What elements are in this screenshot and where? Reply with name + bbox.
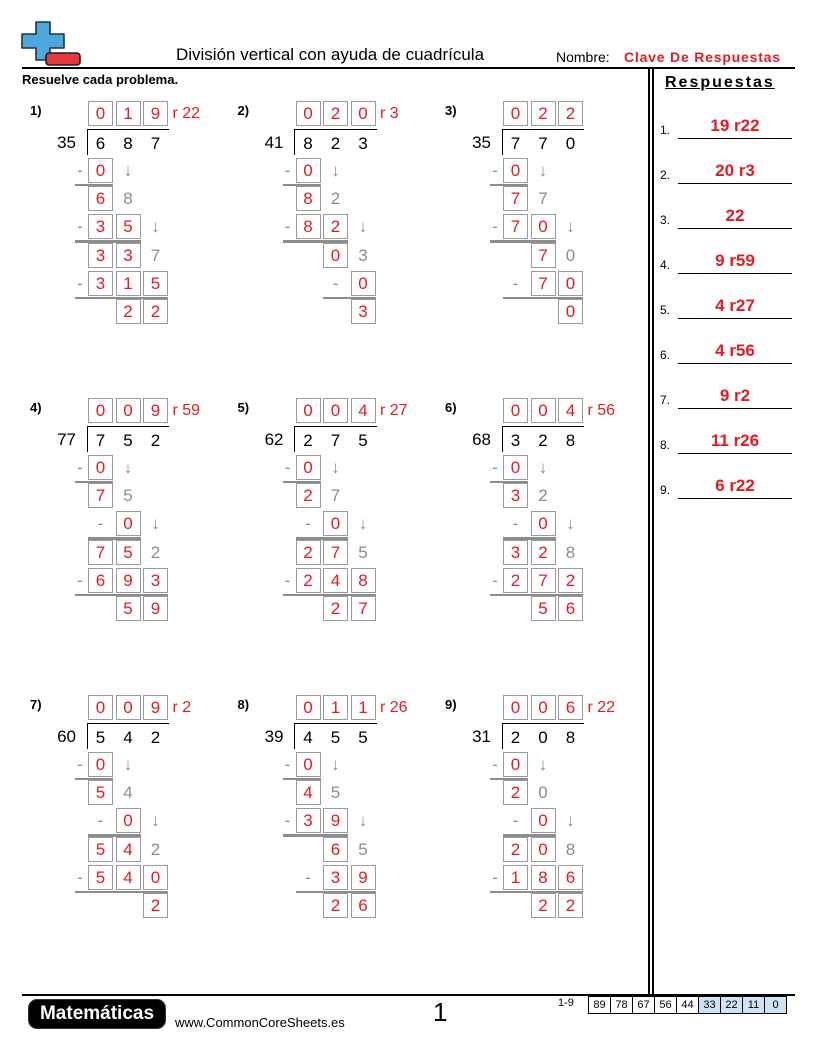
dividend-digit: 3 <box>358 133 368 153</box>
minus-sign: - <box>284 160 291 180</box>
work-digit-box: 4 <box>323 568 348 593</box>
quotient-digit-box: 0 <box>351 101 376 126</box>
down-arrow-icon: ↓ <box>151 811 160 831</box>
work-digit-box: 6 <box>88 568 113 593</box>
score-box: 11 <box>742 996 765 1014</box>
answer-number: 5. <box>660 303 671 317</box>
answer-line <box>678 318 792 319</box>
quotient-digit-box: 0 <box>296 101 321 126</box>
brought-down-digit: 5 <box>358 542 368 562</box>
work-digit-box: 2 <box>296 540 321 565</box>
quotient-digit-box: 0 <box>116 398 141 423</box>
work-digit-box: 7 <box>531 271 556 296</box>
answer-line <box>678 408 792 409</box>
work-digit-box: 2 <box>296 568 321 593</box>
name-label: Nombre: <box>556 49 610 65</box>
answer-line <box>678 453 792 454</box>
quotient-digit-box: 0 <box>323 398 348 423</box>
problem-number: 6) <box>445 400 457 415</box>
brought-down-digit: 8 <box>565 542 576 562</box>
down-arrow-icon: ↓ <box>331 754 340 774</box>
answer-number: 3. <box>660 213 671 227</box>
quotient-digit-box: 0 <box>503 398 528 423</box>
work-digit-box: 6 <box>351 893 376 918</box>
score-box: 0 <box>764 996 787 1014</box>
quotient-digit-box: 0 <box>531 398 556 423</box>
brought-down-digit: 7 <box>330 485 341 505</box>
work-digit-box: 0 <box>296 455 321 480</box>
work-digit-box: 1 <box>116 271 141 296</box>
dividend-digit: 8 <box>303 133 313 153</box>
remainder-text: r 2 <box>172 699 192 716</box>
problem-number: 9) <box>445 697 457 712</box>
work-digit-box: 2 <box>558 568 583 593</box>
work-digit-box: 7 <box>531 568 556 593</box>
work-digit-box: 8 <box>296 214 321 239</box>
dividend-digit: 8 <box>565 430 576 450</box>
worksheet-title: División vertical con ayuda de cuadrícula <box>175 45 485 64</box>
instructions: Resuelve cada problema. <box>22 72 179 87</box>
work-digit-box: 0 <box>531 837 556 862</box>
work-digit-box: 0 <box>143 865 168 890</box>
answer-value: 20 r3 <box>715 161 755 180</box>
down-arrow-icon: ↓ <box>331 160 340 180</box>
dividend-digit: 6 <box>95 133 106 153</box>
answer-line <box>678 273 792 274</box>
work-digit-box: 2 <box>503 568 528 593</box>
score-box: 89 <box>588 996 611 1014</box>
work-digit-box: 6 <box>558 865 583 890</box>
work-digit-box: 5 <box>116 540 141 565</box>
work-digit-box: 2 <box>558 893 583 918</box>
work-digit-box: 7 <box>88 483 113 508</box>
work-digit-box: 0 <box>531 808 556 833</box>
brought-down-digit: 0 <box>538 782 548 802</box>
divisor: 35 <box>472 133 491 153</box>
work-digit-box: 0 <box>116 808 141 833</box>
work-digit-box: 4 <box>116 865 141 890</box>
score-range-label: 1-9 <box>558 997 574 1009</box>
down-arrow-icon: ↓ <box>566 514 575 534</box>
work-digit-box: 3 <box>503 540 528 565</box>
quotient-digit-box: 0 <box>296 398 321 423</box>
answers-heading: Respuestas <box>665 74 775 91</box>
work-digit-box: 0 <box>531 214 556 239</box>
quotient-digit-box: 1 <box>351 695 376 720</box>
remainder-text: r 56 <box>587 402 616 419</box>
dividend-digit: 2 <box>303 430 313 450</box>
work-digit-box: 3 <box>296 808 321 833</box>
brought-down-digit: 3 <box>358 245 368 265</box>
dividend-digit: 7 <box>150 133 161 153</box>
remainder-text: r 22 <box>172 105 201 122</box>
work-digit-box: 3 <box>351 299 376 324</box>
dividend-digit: 2 <box>150 727 161 747</box>
minus-sign: - <box>77 273 83 293</box>
work-digit-box: 2 <box>323 214 348 239</box>
work-digit-box: 2 <box>296 483 321 508</box>
work-digit-box: 6 <box>558 596 583 621</box>
brought-down-digit: 2 <box>330 188 341 208</box>
brought-down-digit: 8 <box>123 188 133 208</box>
minus-sign: - <box>492 754 498 774</box>
score-box: 78 <box>610 996 633 1014</box>
minus-sign: - <box>77 160 83 180</box>
minus-sign: - <box>77 754 83 774</box>
brought-down-digit: 8 <box>565 839 576 859</box>
quotient-digit-box: 2 <box>531 101 556 126</box>
score-box: 22 <box>720 996 743 1014</box>
answer-line <box>678 228 792 229</box>
dividend-digit: 7 <box>95 430 106 450</box>
problem-number: 2) <box>237 103 250 118</box>
down-arrow-icon: ↓ <box>358 217 368 237</box>
work-digit-box: 3 <box>116 243 141 268</box>
score-box: 56 <box>654 996 677 1014</box>
minus-sign: - <box>97 514 104 534</box>
down-arrow-icon: ↓ <box>538 754 548 774</box>
work-digit-box: 3 <box>88 214 113 239</box>
remainder-text: r 22 <box>587 699 616 716</box>
minus-sign: - <box>512 811 519 831</box>
brought-down-digit: 4 <box>123 782 133 802</box>
work-digit-box: 0 <box>531 511 556 536</box>
problem-number: 1) <box>30 103 42 118</box>
dividend-digit: 5 <box>358 430 368 450</box>
answer-line <box>678 183 792 184</box>
work-digit-box: 5 <box>116 214 141 239</box>
problem-number: 5) <box>237 400 250 415</box>
quotient-digit-box: 0 <box>88 101 113 126</box>
work-digit-box: 9 <box>116 568 141 593</box>
minus-sign: - <box>492 217 498 237</box>
minus-sign: - <box>284 570 291 590</box>
score-box: 44 <box>676 996 699 1014</box>
down-arrow-icon: ↓ <box>538 457 548 477</box>
down-arrow-icon: ↓ <box>566 811 575 831</box>
dividend-digit: 5 <box>123 430 133 450</box>
brought-down-digit: 2 <box>150 542 161 562</box>
answer-value: 4 r27 <box>715 296 755 315</box>
minus-sign: - <box>305 867 311 887</box>
minus-sign: - <box>492 570 498 590</box>
work-digit-box: 0 <box>323 511 348 536</box>
work-digit-box: 7 <box>88 540 113 565</box>
work-digit-box: 5 <box>88 780 113 805</box>
answer-line <box>678 138 792 139</box>
down-arrow-icon: ↓ <box>566 217 575 237</box>
answer-number: 1. <box>660 123 671 137</box>
divisor: 41 <box>264 133 284 153</box>
work-digit-box: 2 <box>503 837 528 862</box>
brought-down-digit: 5 <box>330 782 341 802</box>
remainder-text: r 26 <box>380 699 408 716</box>
dividend-digit: 7 <box>538 133 548 153</box>
minus-sign: - <box>305 514 311 534</box>
quotient-digit-box: 0 <box>503 695 528 720</box>
answer-value: 6 r22 <box>715 476 755 495</box>
brought-down-digit: 0 <box>565 245 576 265</box>
work-digit-box: 0 <box>88 455 113 480</box>
down-arrow-icon: ↓ <box>123 754 133 774</box>
divisor: 60 <box>57 727 76 747</box>
work-digit-box: 0 <box>503 455 528 480</box>
work-digit-box: 2 <box>503 780 528 805</box>
divisor: 31 <box>472 727 491 747</box>
brought-down-digit: 7 <box>538 188 548 208</box>
work-digit-box: 1 <box>503 865 528 890</box>
minus-sign: - <box>284 754 291 774</box>
minus-sign: - <box>77 867 83 887</box>
answer-value: 9 r59 <box>715 251 755 270</box>
divisor: 35 <box>57 133 76 153</box>
divisor: 68 <box>472 430 491 450</box>
dividend-digit: 0 <box>538 727 548 747</box>
dividend-digit: 2 <box>330 133 341 153</box>
dividend-digit: 8 <box>565 727 576 747</box>
work-digit-box: 5 <box>143 271 168 296</box>
work-digit-box: 9 <box>143 596 168 621</box>
problem-number: 3) <box>445 103 457 118</box>
divisor: 77 <box>57 430 76 450</box>
work-digit-box: 4 <box>296 780 321 805</box>
answer-panel-divider <box>652 68 654 1012</box>
answer-number: 4. <box>660 258 671 272</box>
subject-badge: Matemáticas <box>28 999 166 1029</box>
minus-sign: - <box>492 160 498 180</box>
work-digit-box: 2 <box>323 596 348 621</box>
quotient-digit-box: 0 <box>503 101 528 126</box>
work-digit-box: 3 <box>88 271 113 296</box>
dividend-digit: 7 <box>510 133 521 153</box>
work-digit-box: 2 <box>531 540 556 565</box>
answer-number: 2. <box>660 168 671 182</box>
quotient-digit-box: 1 <box>116 101 141 126</box>
work-digit-box: 0 <box>116 511 141 536</box>
minus-sign: - <box>512 514 519 534</box>
problem-number: 7) <box>30 697 42 712</box>
brought-down-digit: 5 <box>358 839 368 859</box>
work-digit-box: 7 <box>531 243 556 268</box>
quotient-digit-box: 0 <box>116 695 141 720</box>
quotient-digit-box: 9 <box>143 101 168 126</box>
minus-sign: - <box>77 217 83 237</box>
score-box: 67 <box>632 996 655 1014</box>
dividend-digit: 0 <box>565 133 576 153</box>
divisor: 62 <box>264 430 284 450</box>
quotient-digit-box: 0 <box>296 695 321 720</box>
work-digit-box: 6 <box>88 186 113 211</box>
dividend-digit: 2 <box>150 430 161 450</box>
work-digit-box: 3 <box>88 243 113 268</box>
work-digit-box: 7 <box>323 540 348 565</box>
answer-value: 22 <box>725 206 745 225</box>
work-digit-box: 6 <box>323 837 348 862</box>
brought-down-digit: 2 <box>538 485 548 505</box>
work-digit-box: 4 <box>116 837 141 862</box>
work-digit-box: 9 <box>323 808 348 833</box>
brought-down-digit: 2 <box>150 839 161 859</box>
answer-line <box>678 498 792 499</box>
minus-sign: - <box>284 811 291 831</box>
down-arrow-icon: ↓ <box>358 514 368 534</box>
work-digit-box: 0 <box>323 243 348 268</box>
dividend-digit: 5 <box>358 727 368 747</box>
quotient-digit-box: 1 <box>323 695 348 720</box>
down-arrow-icon: ↓ <box>358 811 368 831</box>
minus-sign: - <box>284 457 291 477</box>
dividend-digit: 5 <box>95 727 106 747</box>
work-digit-box: 7 <box>503 186 528 211</box>
work-digit-box: 5 <box>116 596 141 621</box>
minus-icon <box>46 53 80 65</box>
work-digit-box: 2 <box>143 893 168 918</box>
dividend-digit: 3 <box>510 430 521 450</box>
work-digit-box: 3 <box>143 568 168 593</box>
brought-down-digit: 5 <box>123 485 133 505</box>
answer-number: 6. <box>660 348 671 362</box>
answer-panel-divider <box>648 68 650 1012</box>
quotient-digit-box: 4 <box>351 398 376 423</box>
dividend-digit: 4 <box>303 727 313 747</box>
work-digit-box: 8 <box>531 865 556 890</box>
answer-number: 8. <box>660 438 671 452</box>
problem-number: 8) <box>237 697 250 712</box>
problem-number: 4) <box>30 400 42 415</box>
brought-down-digit: 7 <box>150 245 161 265</box>
answer-number: 9. <box>660 483 671 497</box>
dividend-digit: 2 <box>510 727 521 747</box>
name-value: Clave De Respuestas <box>624 49 781 65</box>
quotient-digit-box: 2 <box>323 101 348 126</box>
plus-minus-logo-icon <box>20 20 82 68</box>
answer-line <box>678 363 792 364</box>
down-arrow-icon: ↓ <box>123 457 133 477</box>
quotient-digit-box: 0 <box>88 695 113 720</box>
work-digit-box: 2 <box>323 893 348 918</box>
work-digit-box: 7 <box>351 596 376 621</box>
work-digit-box: 0 <box>503 752 528 777</box>
divisor: 39 <box>264 727 284 747</box>
work-digit-box: 5 <box>88 837 113 862</box>
dividend-digit: 7 <box>330 430 341 450</box>
answer-value: 19 r22 <box>710 116 760 135</box>
quotient-digit-box: 6 <box>558 695 583 720</box>
remainder-text: r 27 <box>380 402 408 419</box>
dividend-digit: 8 <box>123 133 133 153</box>
work-digit-box: 0 <box>558 271 583 296</box>
work-digit-box: 5 <box>531 596 556 621</box>
minus-sign: - <box>77 570 83 590</box>
dividend-digit: 4 <box>123 727 133 747</box>
answer-value: 4 r56 <box>715 341 755 360</box>
remainder-text: r 59 <box>172 402 201 419</box>
header-divider <box>22 67 795 69</box>
work-digit-box: 0 <box>503 158 528 183</box>
remainder-text: r 3 <box>380 105 399 122</box>
work-digit-box: 8 <box>351 568 376 593</box>
work-digit-box: 2 <box>143 299 168 324</box>
work-digit-box: 0 <box>88 158 113 183</box>
down-arrow-icon: ↓ <box>538 160 548 180</box>
down-arrow-icon: ↓ <box>123 160 133 180</box>
work-digit-box: 5 <box>88 865 113 890</box>
minus-sign: - <box>512 273 519 293</box>
quotient-digit-box: 9 <box>143 398 168 423</box>
quotient-digit-box: 2 <box>558 101 583 126</box>
minus-sign: - <box>284 217 291 237</box>
down-arrow-icon: ↓ <box>151 514 160 534</box>
dividend-digit: 2 <box>538 430 548 450</box>
down-arrow-icon: ↓ <box>151 217 160 237</box>
work-digit-box: 0 <box>296 752 321 777</box>
minus-sign: - <box>332 273 339 293</box>
work-digit-box: 2 <box>116 299 141 324</box>
answer-value: 11 r26 <box>710 431 760 450</box>
answer-value: 9 r2 <box>719 386 751 405</box>
minus-sign: - <box>77 457 83 477</box>
minus-sign: - <box>492 867 498 887</box>
work-digit-box: 3 <box>503 483 528 508</box>
dividend-digit: 5 <box>330 727 341 747</box>
site-url: www.CommonCoreSheets.es <box>175 1015 345 1030</box>
minus-sign: - <box>97 811 104 831</box>
work-digit-box: 2 <box>531 893 556 918</box>
score-box: 33 <box>698 996 721 1014</box>
answer-number: 7. <box>660 393 671 407</box>
work-digit-box: 0 <box>88 752 113 777</box>
quotient-digit-box: 4 <box>558 398 583 423</box>
work-digit-box: 0 <box>351 271 376 296</box>
down-arrow-icon: ↓ <box>331 457 340 477</box>
work-digit-box: 9 <box>351 865 376 890</box>
quotient-digit-box: 0 <box>88 398 113 423</box>
work-digit-box: 0 <box>558 299 583 324</box>
quotient-digit-box: 9 <box>143 695 168 720</box>
work-digit-box: 7 <box>503 214 528 239</box>
minus-sign: - <box>492 457 498 477</box>
page-number: 1 <box>433 997 448 1027</box>
work-digit-box: 3 <box>323 865 348 890</box>
quotient-digit-box: 0 <box>531 695 556 720</box>
work-digit-box: 8 <box>296 186 321 211</box>
work-digit-box: 0 <box>296 158 321 183</box>
